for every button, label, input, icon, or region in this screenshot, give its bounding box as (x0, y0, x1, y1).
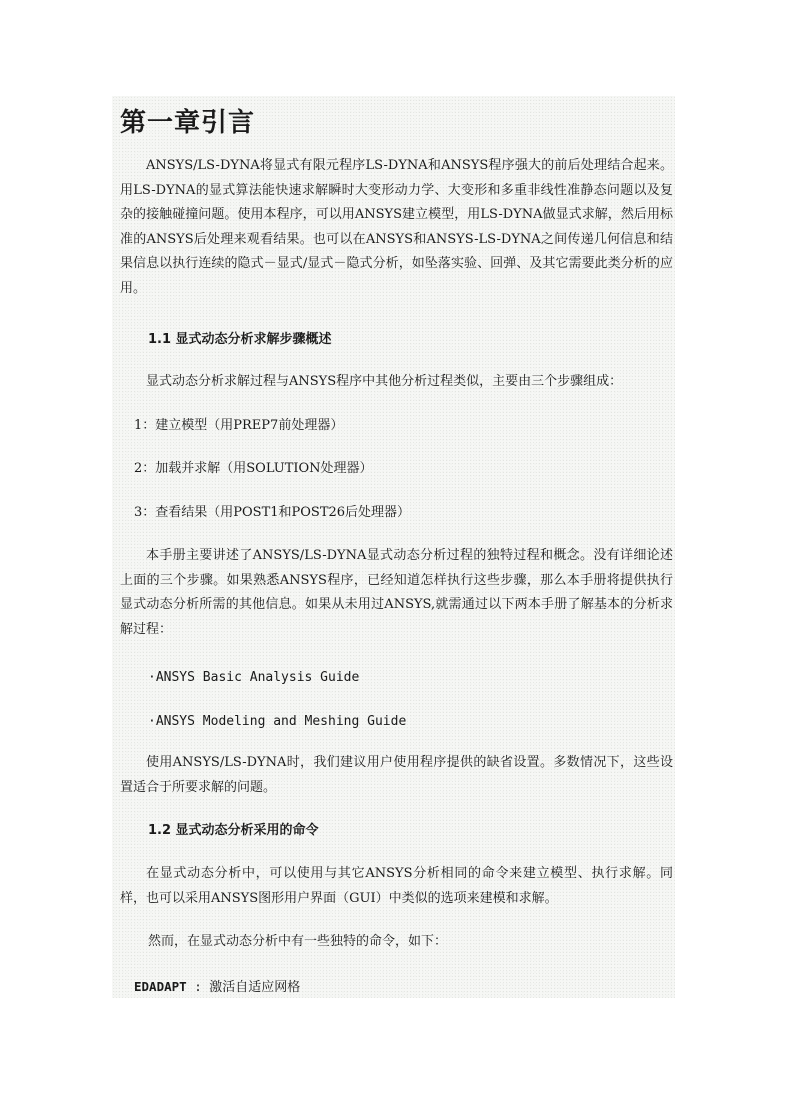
step-item: 1：建立模型（用PREP7前处理器） (134, 418, 344, 433)
step-item: 2：加载并求解（用SOLUTION处理器） (134, 461, 373, 476)
section-heading-1-2: 1.2 显式动态分析采用的命令 (148, 823, 319, 838)
manual-paragraph: 本手册主要讲述了ANSYS/LS-DYNA显式动态分析过程的独特过程和概念。没有详细论述上面的三个步骤。如果熟悉ANSYS程序，已经知道怎样执行这些步骤，那么本手册将提供执行显式动态分析所需的其他信息。如果从未用过ANSYS,就需通过以下两本手册了解基本的分析求解过程： (120, 548, 673, 637)
section-1-1-paragraph: 显式动态分析求解过程与ANSYS程序中其他分析过程类似，主要由三个步骤组成： (146, 374, 623, 389)
command-entry (134, 977, 300, 998)
defaults-paragraph: 使用ANSYS/LS-DYNA时，我们建议用户使用程序提供的缺省设置。多数情况下，这些设置适合于所要求解的问题。 (120, 755, 673, 795)
unique-commands-paragraph: 然而，在显式动态分析中有一些独特的命令，如下： (148, 934, 448, 949)
command-name: EDADAPT (134, 979, 187, 994)
command-separator: : (186, 979, 210, 994)
section-1-2-paragraph: 在显式动态分析中，可以使用与其它ANSYS分析相同的命令来建立模型、执行求解。同样，也可以采用ANSYS图形用户界面（GUI）中类似的选项来建模和求解。 (120, 866, 673, 906)
guide-list-item: ·ANSYS Basic Analysis Guide (148, 670, 360, 685)
chapter-title: 第一章引言 (120, 108, 256, 138)
section-heading-1-1: 1.1 显式动态分析求解步骤概述 (148, 332, 332, 347)
document-body (112, 96, 675, 998)
guide-list-item: ·ANSYS Modeling and Meshing Guide (148, 714, 407, 729)
command-description: 激活自适应网格 (209, 980, 301, 995)
intro-paragraph: ANSYS/LS-DYNA将显式有限元程序LS-DYNA和ANSYS程序强大的前后处理结合起来。用LS-DYNA的显式算法能快速求解瞬时大变形动力学、大变形和多重非线性准静态问题以及复杂的接触碰撞问题。使用本程序，可以用ANSYS建立模型，用LS-DYNA做显式求解，然后用标准的ANSYS后处理来观看结果。也可以在ANSYS和ANSYS-LS-DYNA之间传递几何信息和结果信息以执行连续的隐式－显式/显式－隐式分析，如坠落实验、回弹、及其它需要此类分析的应用。 (120, 158, 673, 296)
step-item: 3：查看结果（用POST1和POST26后处理器） (134, 505, 411, 520)
